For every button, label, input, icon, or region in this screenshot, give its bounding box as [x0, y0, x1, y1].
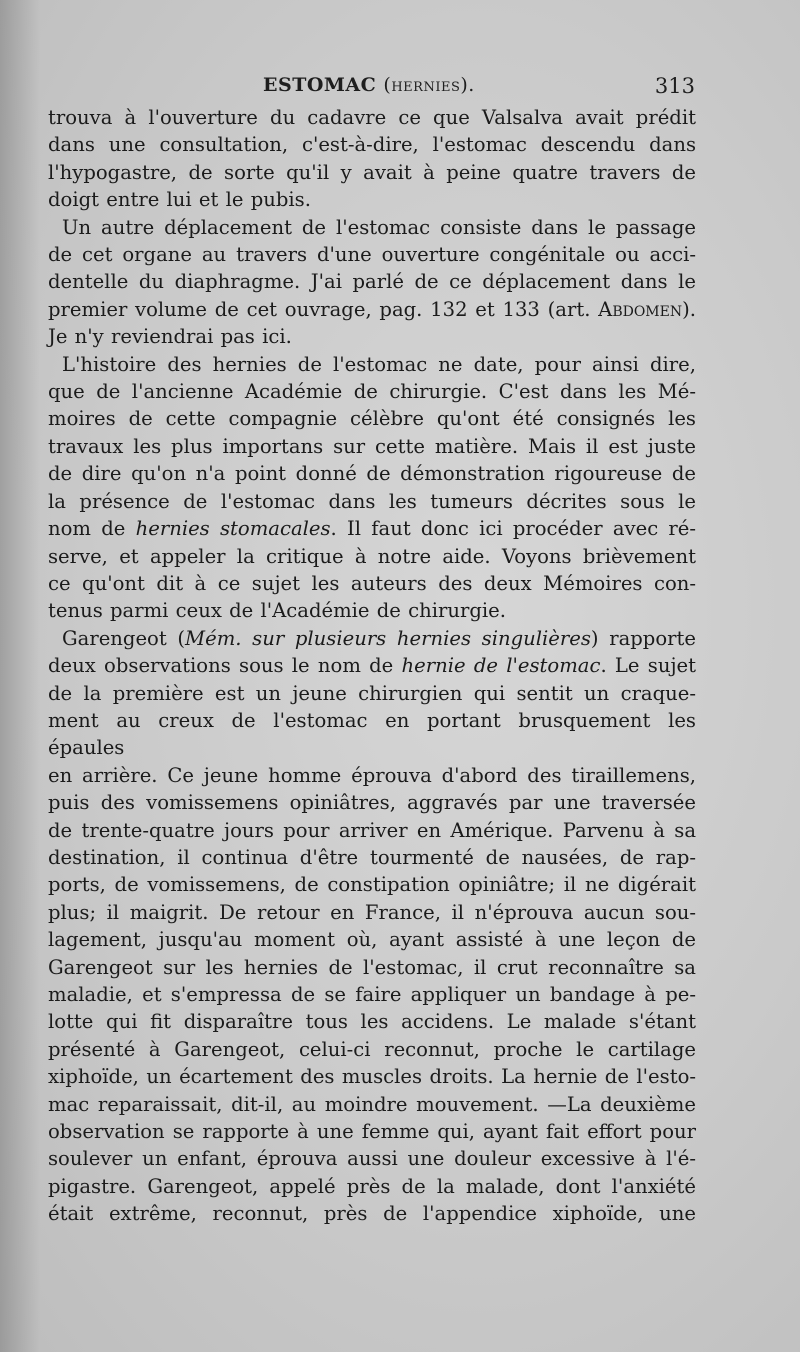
text-line: maladie, et s'empressa de se faire appliquer un bandage à pe- [48, 983, 696, 1006]
text-line: serve, et appeler la critique à notre aide. Voyons brièvement [48, 544, 696, 568]
text-line: nom de hernies stomacales. Il faut donc ici procéder avec ré- [48, 517, 697, 541]
text-line: lagement, jusqu'au moment où, ayant assisté à une leçon de [48, 928, 696, 952]
text-line: destination, il continua d'être tourmenté de nausées, de rap- [48, 845, 696, 869]
text-line: l'hypogastre, de sorte qu'il y avait à peine quatre travers de [48, 160, 696, 184]
text-line: pigastre. Garengeot, appelé près de la malade, dont l'anxiété [48, 1174, 696, 1198]
emphasis-span: hernies stomacales [135, 517, 331, 541]
text-line: doigt entre lui et le pubis. [48, 188, 311, 212]
text-line: lotte qui fit disparaître tous les accidens. Le malade s'étant [48, 1010, 696, 1034]
text-line: Garengeot (Mém. sur plusieurs hernies singulières) rapporte [62, 626, 696, 650]
text-line: de cet organe au travers d'une ouverture congénitale ou acci- [48, 243, 696, 267]
text-line: dans une consultation, c'est-à-dire, l'estomac descendu dans [48, 133, 696, 157]
running-head [50, 74, 695, 102]
text-line: trouva à l'ouverture du cadavre ce que Valsalva avait prédit [48, 106, 696, 129]
text-line: travaux les plus importans sur cette matière. Mais il est juste [48, 434, 696, 458]
text-line: en arrière. Ce jeune homme éprouva d'abord des tiraillemens, [48, 763, 696, 787]
emphasis-span: Abdomen [598, 297, 683, 321]
text-line: que de l'ancienne Académie de chirurgie. C'est dans les Mé- [48, 380, 696, 404]
page-number: 313 [654, 74, 695, 98]
running-title-paren: (hernies). [383, 74, 475, 96]
text-line: premier volume de cet ouvrage, pag. 132 et 133 (art. Abdomen). [48, 297, 696, 321]
body-text [48, 104, 696, 1228]
text-line: Je n'y reviendrai pas ici. [48, 325, 292, 349]
emphasis-span: hernie de l'estomac [401, 654, 601, 678]
text-line: était extrême, reconnut, près de l'appendice xiphoïde, une [48, 1202, 696, 1226]
text-line: ce qu'ont dit à ce sujet les auteurs des deux Mémoires con- [48, 571, 696, 595]
text-line: ment au creux de l'estomac en portant brusquement les épaules [48, 708, 696, 760]
text-line: présenté à Garengeot, celui-ci reconnut, proche le cartilage [48, 1037, 696, 1061]
emphasis-span: Mém. sur plusieurs hernies singulières [185, 626, 591, 650]
text-line: Un autre déplacement de l'estomac consiste dans le passage [62, 215, 696, 239]
gutter-shadow [0, 0, 40, 1352]
text-line: Garengeot sur les hernies de l'estomac, il crut reconnaître sa [48, 955, 696, 979]
text-line: soulever un enfant, éprouva aussi une douleur excessive à l'é- [48, 1147, 696, 1171]
text-line: la présence de l'estomac dans les tumeurs décrites sous le [48, 489, 696, 513]
text-line: L'histoire des hernies de l'estomac ne date, pour ainsi dire, [62, 352, 696, 376]
text-line: ports, de vomissemens, de constipation opiniâtre; il ne digérait [48, 873, 696, 897]
text-line: de trente-quatre jours pour arriver en Amérique. Parvenu à sa [48, 818, 696, 842]
running-title-main: ESTOMAC [263, 74, 377, 96]
running-title [263, 74, 475, 96]
text-line: observation se rapporte à une femme qui, ayant fait effort pour [48, 1120, 696, 1144]
text-line: deux observations sous le nom de hernie de l'estomac. Le sujet [48, 654, 696, 678]
text-line: dentelle du diaphragme. J'ai parlé de ce déplacement dans le [48, 270, 696, 294]
text-line: de dire qu'on n'a point donné de démonstration rigoureuse de [48, 462, 696, 486]
text-line: de la première est un jeune chirurgien qui sentit un craque- [48, 681, 696, 705]
text-line: xiphoïde, un écartement des muscles droits. La hernie de l'esto- [48, 1065, 696, 1089]
text-line: puis des vomissemens opiniâtres, aggravés par une traversée [48, 791, 696, 815]
text-line: mac reparaissait, dit-il, au moindre mouvement. —La deuxième [48, 1092, 696, 1116]
text-line: tenus parmi ceux de l'Académie de chirurgie. [48, 599, 506, 623]
text-line: plus; il maigrit. De retour en France, il n'éprouva aucun sou- [48, 900, 696, 924]
text-line: moires de cette compagnie célèbre qu'ont été consignés les [48, 407, 696, 431]
